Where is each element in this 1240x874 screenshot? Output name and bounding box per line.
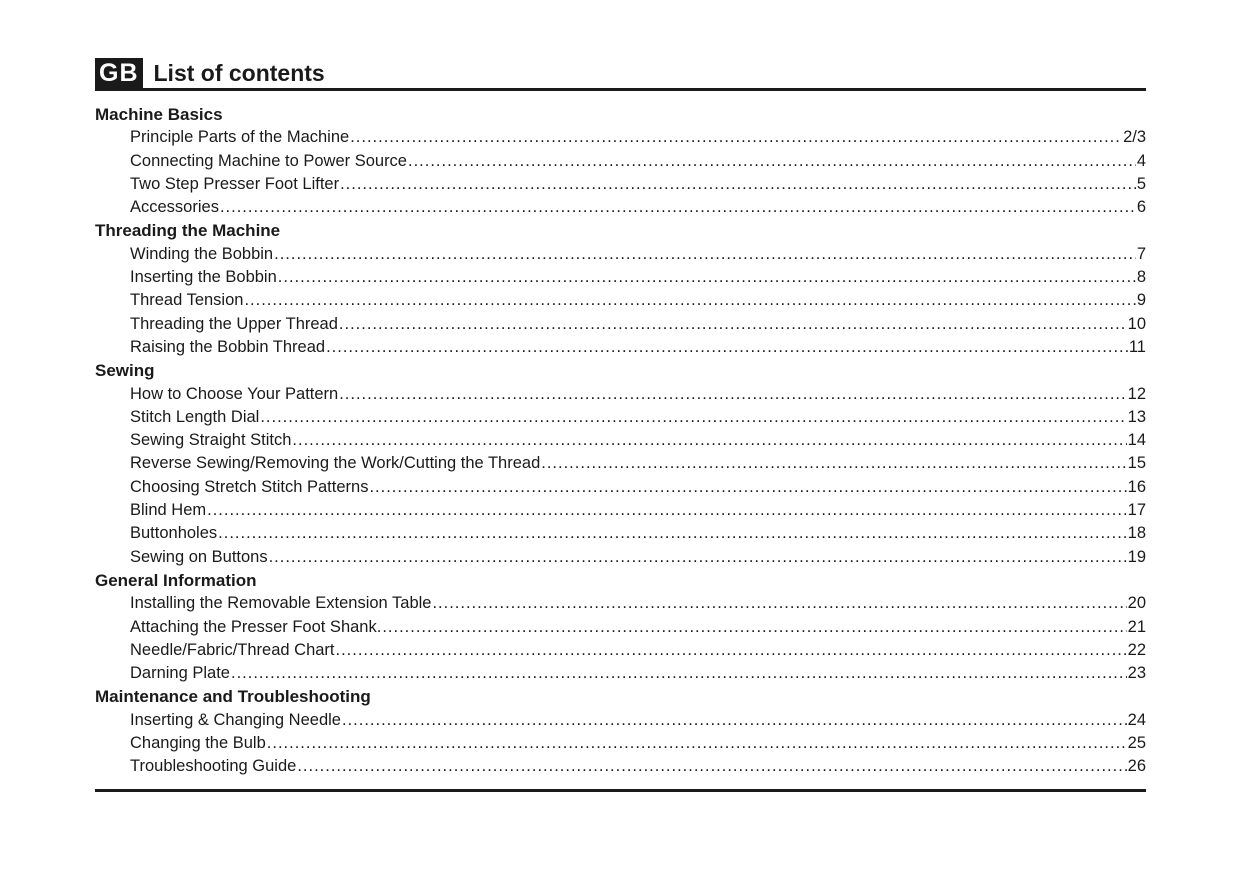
toc-entry-page-number: 4 [1136,151,1146,170]
toc-entry-page-number: 20 [1127,594,1146,613]
toc-entry-page-number: 7 [1136,244,1146,263]
toc-entry [95,755,1146,778]
toc-section-heading: Threading the Machine [95,221,281,241]
toc-entry-page-number: 14 [1127,431,1146,450]
toc-section-heading: Sewing [95,361,155,381]
dot-leader [339,313,1127,336]
toc-entry-title: Reverse Sewing/Removing the Work/Cutting the Thread [130,454,541,473]
dot-leader [274,243,1136,266]
toc-entry-title: Changing the Bulb [130,734,266,753]
toc-entry [95,383,1146,406]
dot-leader [339,383,1126,406]
toc-entry-title: Threading the Upper Thread [130,314,338,333]
toc-entry [95,546,1146,569]
toc-entry [95,592,1146,615]
toc-entry-title: How to Choose Your Pattern [130,384,339,403]
toc-entry [95,336,1146,359]
toc-entry [95,150,1146,173]
toc-entry [95,522,1146,545]
toc-entry-title: Inserting the Bobbin [130,268,277,287]
toc-entry-title: Troubleshooting Guide [130,757,297,776]
dot-leader [541,452,1126,475]
dot-leader [336,639,1127,662]
toc-entry [95,196,1146,219]
toc-entry-title: Connecting Machine to Power Source [130,151,407,170]
dot-leader [260,406,1126,429]
dot-leader [244,289,1135,312]
toc-entry-title: Buttonholes [130,524,218,543]
toc-entry-page-number: 13 [1127,407,1146,426]
page-title: List of contents [153,60,325,86]
toc-entry [95,662,1146,685]
toc-entry-page-number: 19 [1127,547,1146,566]
toc-entry [95,406,1146,429]
dot-leader [220,196,1136,219]
dot-leader [432,592,1126,615]
dot-leader [231,662,1127,685]
dot-leader [369,476,1126,499]
toc-entry-title: Two Step Presser Foot Lifter [130,174,340,193]
dot-leader [382,616,1126,639]
language-badge: GB [95,58,143,89]
toc-entry [95,476,1146,499]
dot-leader [340,173,1136,196]
toc-section-heading: Machine Basics [95,105,223,124]
toc-entry [95,616,1146,639]
dot-leader [342,709,1127,732]
toc-entry-page-number: 22 [1127,640,1146,659]
table-of-contents [95,103,1146,779]
dot-leader [297,755,1126,778]
toc-entry [95,429,1146,452]
toc-entry-page-number: 26 [1127,757,1146,776]
toc-entry-title: Accessories [130,198,219,217]
toc-entry-title: Principle Parts of the Machine [130,128,350,147]
toc-entry-page-number: 16 [1127,477,1146,496]
dot-leader [350,126,1122,149]
toc-entry-page-number: 21 [1127,617,1146,636]
toc-entry [95,639,1146,662]
toc-entry-page-number: 11 [1128,337,1146,356]
toc-entry [95,452,1146,475]
toc-entry-page-number: 9 [1136,291,1146,310]
toc-entry-page-number: 2/3 [1123,128,1146,147]
toc-entry-page-number: 15 [1127,454,1146,473]
toc-entry-page-number: 8 [1136,268,1146,287]
toc-entry-page-number: 6 [1136,198,1146,217]
dot-leader [408,150,1136,173]
toc-entry-title: Darning Plate [130,664,230,683]
toc-entry-page-number: 5 [1136,174,1146,193]
dot-leader [269,546,1127,569]
toc-entry [95,243,1146,266]
toc-entry-title: Thread Tension [130,291,244,310]
header-divider [95,88,1146,91]
toc-entry-title: Needle/Fabric/Thread Chart [130,640,335,659]
dot-leader [267,732,1127,755]
toc-section-heading: General Information [95,570,257,590]
toc-entry-title: Attaching the Presser Foot Shank. [130,617,382,636]
toc-entry-title: Choosing Stretch Stitch Patterns [130,477,369,496]
dot-leader [218,522,1126,545]
toc-entry [95,709,1146,732]
toc-entry [95,313,1146,336]
toc-entry-title: Blind Hem [130,501,207,520]
toc-entry-title: Stitch Length Dial [130,407,260,426]
toc-section-heading: Maintenance and Troubleshooting [95,687,371,707]
toc-entry-page-number: 18 [1127,524,1146,543]
toc-entry-title: Installing the Removable Extension Table [130,594,432,613]
toc-entry [95,732,1146,755]
dot-leader [326,336,1128,359]
toc-entry [95,499,1146,522]
toc-entry-title: Winding the Bobbin [130,244,274,263]
footer-divider [95,789,1146,792]
toc-entry-page-number: 12 [1127,384,1146,403]
toc-entry-page-number: 23 [1127,664,1146,683]
dot-leader [207,499,1127,522]
toc-entry [95,126,1146,149]
toc-entry-title: Sewing Straight Stitch [130,431,292,450]
toc-entry-page-number: 10 [1127,314,1146,333]
dot-leader [278,266,1136,289]
toc-entry [95,173,1146,196]
toc-entry-page-number: 25 [1127,734,1146,753]
dot-leader [292,429,1126,452]
toc-entry-page-number: 24 [1127,710,1146,729]
toc-entry-title: Sewing on Buttons [130,547,268,566]
page-header [95,58,1146,89]
toc-entry [95,266,1146,289]
toc-entry-page-number: 17 [1127,501,1146,520]
toc-entry-title: Raising the Bobbin Thread [130,337,326,356]
toc-entry [95,289,1146,312]
toc-entry-title: Inserting & Changing Needle [130,710,341,729]
